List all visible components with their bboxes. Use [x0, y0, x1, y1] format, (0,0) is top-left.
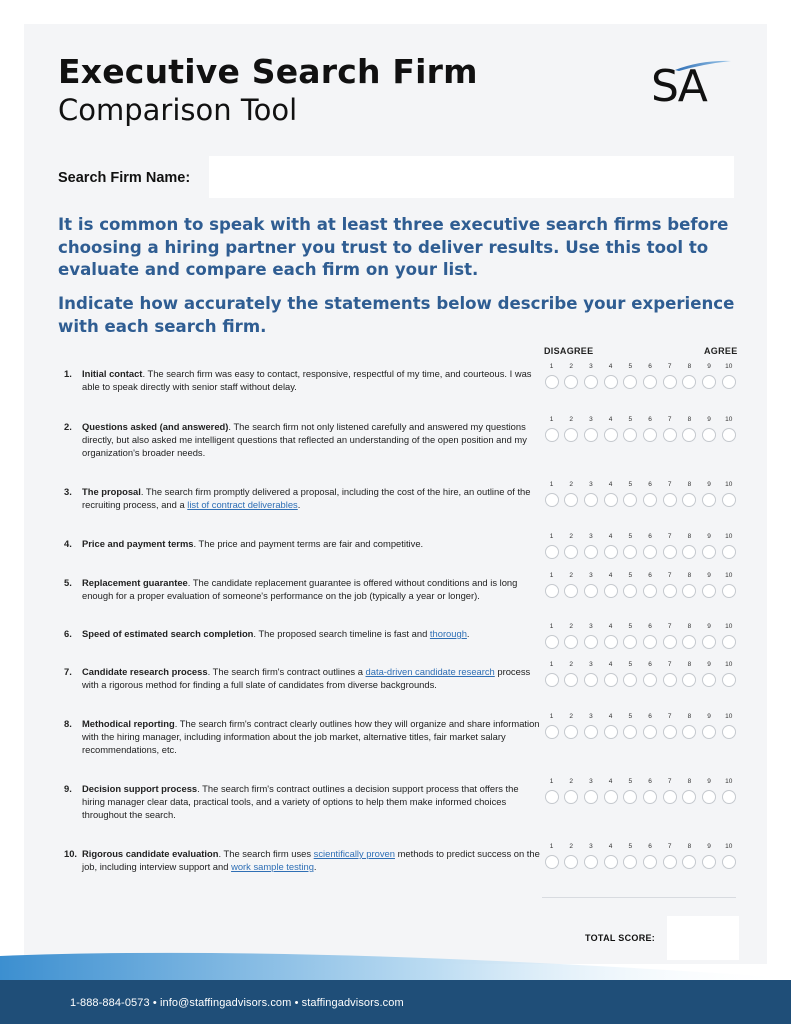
rating-option-7[interactable] [663, 375, 677, 389]
rating-option-4[interactable] [604, 725, 618, 739]
rating-option-8[interactable] [682, 584, 696, 598]
rating-scale [543, 533, 743, 567]
rating-number: 6 [648, 713, 652, 720]
question-text [82, 485, 542, 511]
rating-option-4[interactable] [604, 545, 618, 559]
rating-number: 5 [628, 572, 633, 579]
rating-option-7[interactable] [663, 493, 677, 507]
rating-number: 3 [589, 713, 593, 720]
rating-option-10[interactable] [722, 673, 736, 687]
rating-number: 1 [549, 843, 554, 850]
rating-number: 3 [589, 533, 593, 540]
rating-option-3[interactable] [584, 428, 598, 442]
rating-number: 5 [628, 416, 633, 423]
rating-option-3[interactable] [584, 673, 598, 687]
rating-option-10[interactable] [722, 584, 736, 598]
rating-number: 9 [707, 713, 711, 720]
rating-number: 6 [648, 843, 652, 850]
rating-option-1[interactable] [545, 673, 559, 687]
rating-option-2[interactable] [564, 375, 578, 389]
rating-number: 3 [589, 661, 593, 668]
rating-number: 10 [725, 363, 733, 370]
rating-option-1[interactable] [545, 428, 559, 442]
rating-option-4[interactable] [604, 635, 618, 649]
question-body: . The search firm's contract outlines a decision support process that offers the hiring manager clear data, practical tools, and a variety of options to help them make informed choices throughout the search. [82, 783, 519, 820]
rating-option-9[interactable] [702, 725, 716, 739]
rating-option-7[interactable] [663, 428, 677, 442]
rating-option-2[interactable] [564, 635, 578, 649]
rating-number: 8 [687, 481, 692, 488]
rating-number: 7 [667, 416, 672, 423]
question-link[interactable]: thorough [429, 628, 467, 639]
rating-option-3[interactable] [584, 493, 598, 507]
rating-number: 2 [569, 363, 573, 370]
rating-number: 10 [725, 843, 733, 850]
page-subtitle: Comparison Tool [58, 93, 298, 127]
question-title: Price and payment terms [82, 538, 194, 549]
question-body: . The candidate replacement guarantee is offered without conditions and is long enough for a proper evaluation of someone's performance on the job (typically a year or longer). [82, 577, 518, 601]
rating-number: 1 [549, 481, 554, 488]
rating-number: 2 [569, 661, 573, 668]
intro-paragraph: It is common to speak with at least three executive search firms before choosing a hiring partner you trust to deliver results. Use this tool to evaluate and compare each firm on your list. [58, 215, 729, 279]
rating-number: 10 [725, 416, 733, 423]
rating-number: 3 [589, 843, 593, 850]
page-title: Executive Search Firm [58, 52, 478, 91]
rating-option-6[interactable] [643, 375, 657, 389]
form-sheet [24, 24, 767, 964]
rating-number: 8 [687, 533, 692, 540]
rating-number: 7 [667, 363, 672, 370]
rating-number: 1 [549, 623, 554, 630]
question-text [82, 537, 542, 550]
rating-number: 2 [569, 713, 573, 720]
question-title: Replacement guarantee [82, 577, 188, 588]
rating-number: 9 [707, 416, 711, 423]
rating-number: 6 [648, 572, 652, 579]
rating-number: 9 [707, 843, 711, 850]
rating-option-9[interactable] [702, 855, 716, 869]
rating-number: 9 [707, 363, 711, 370]
total-divider [542, 897, 736, 898]
rating-option-6[interactable] [643, 725, 657, 739]
question-link[interactable]: list of contract deliverables [187, 499, 298, 510]
rating-option-3[interactable] [584, 855, 598, 869]
rating-number: 2 [569, 572, 573, 579]
rating-number: 8 [687, 363, 692, 370]
rating-scale [543, 416, 743, 450]
rating-number: 9 [707, 778, 711, 785]
question-link[interactable]: data-driven candidate research [365, 666, 495, 677]
rating-option-3[interactable] [584, 635, 598, 649]
rating-option-3[interactable] [584, 725, 598, 739]
question-text [82, 367, 542, 393]
staffing-advisors-logo [651, 58, 741, 114]
rating-number: 9 [707, 661, 711, 668]
question-title: Candidate research process [82, 666, 208, 677]
rating-number: 9 [707, 623, 711, 630]
firm-name-label: Search Firm Name: [58, 170, 191, 186]
rating-option-6[interactable] [643, 493, 657, 507]
question-number: 4. [64, 538, 72, 549]
rating-scale [543, 713, 743, 747]
scale-disagree-label: DISAGREE [544, 346, 594, 356]
rating-number: 3 [589, 572, 593, 579]
rating-option-5[interactable] [623, 428, 637, 442]
rating-number: 8 [687, 661, 692, 668]
question-text [82, 576, 542, 602]
rating-number: 4 [608, 623, 613, 630]
rating-option-5[interactable] [623, 855, 637, 869]
rating-option-9[interactable] [702, 790, 716, 804]
question-number: 7. [64, 666, 72, 677]
rating-option-3[interactable] [584, 375, 598, 389]
rating-option-10[interactable] [722, 790, 736, 804]
rating-number: 10 [725, 572, 733, 579]
rating-number: 3 [589, 363, 593, 370]
rating-option-6[interactable] [643, 428, 657, 442]
rating-number: 4 [608, 481, 613, 488]
rating-option-8[interactable] [682, 545, 696, 559]
rating-option-5[interactable] [623, 493, 637, 507]
rating-option-3[interactable] [584, 790, 598, 804]
rating-option-10[interactable] [722, 635, 736, 649]
rating-option-10[interactable] [722, 375, 736, 389]
rating-option-9[interactable] [702, 635, 716, 649]
rating-option-1[interactable] [545, 375, 559, 389]
rating-number: 4 [608, 363, 613, 370]
rating-number: 8 [687, 713, 692, 720]
rating-number: 5 [628, 363, 633, 370]
rating-number: 6 [648, 363, 652, 370]
rating-option-2[interactable] [564, 673, 578, 687]
rating-number: 10 [725, 661, 733, 668]
rating-option-2[interactable] [564, 584, 578, 598]
rating-option-9[interactable] [702, 584, 716, 598]
rating-scale [543, 363, 743, 397]
rating-number: 2 [569, 416, 573, 423]
rating-option-8[interactable] [682, 428, 696, 442]
rating-number: 5 [628, 623, 633, 630]
rating-number: 7 [667, 623, 672, 630]
rating-option-9[interactable] [702, 493, 716, 507]
rating-number: 10 [725, 713, 733, 720]
rating-number: 7 [667, 481, 672, 488]
rating-option-7[interactable] [663, 673, 677, 687]
rating-number: 6 [648, 778, 652, 785]
rating-number: 10 [725, 533, 733, 540]
rating-option-9[interactable] [702, 375, 716, 389]
question-body: . The search firm's contract outlines a [207, 666, 366, 677]
rating-option-6[interactable] [643, 790, 657, 804]
rating-option-1[interactable] [545, 635, 559, 649]
rating-number: 4 [608, 533, 613, 540]
rating-number: 6 [648, 623, 652, 630]
rating-number: 3 [589, 481, 593, 488]
rating-number: 5 [628, 661, 633, 668]
rating-number: 6 [648, 533, 652, 540]
rating-option-2[interactable] [564, 855, 578, 869]
rating-scale [543, 778, 743, 812]
rating-option-4[interactable] [604, 584, 618, 598]
rating-option-8[interactable] [682, 493, 696, 507]
rating-option-5[interactable] [623, 545, 637, 559]
question-number: 9. [64, 783, 72, 794]
rating-number: 1 [549, 661, 554, 668]
rating-number: 1 [549, 363, 554, 370]
question-number: 2. [64, 421, 72, 432]
question-body: . The search firm uses [218, 848, 314, 859]
rating-number: 6 [648, 481, 652, 488]
rating-number: 7 [667, 533, 672, 540]
rating-number: 4 [608, 572, 613, 579]
rating-option-4[interactable] [604, 375, 618, 389]
rating-option-6[interactable] [643, 855, 657, 869]
rating-option-6[interactable] [643, 584, 657, 598]
rating-option-1[interactable] [545, 725, 559, 739]
rating-number: 4 [608, 416, 613, 423]
rating-number: 4 [608, 713, 613, 720]
question-number: 6. [64, 628, 72, 639]
question-title: Methodical reporting [82, 718, 175, 729]
rating-number: 9 [707, 572, 711, 579]
rating-option-6[interactable] [643, 673, 657, 687]
rating-number: 7 [667, 661, 672, 668]
question-text [82, 627, 542, 640]
instruction-paragraph: Indicate how accurately the statements below describe your experience with each search firm. [58, 294, 735, 336]
question-number: 3. [64, 486, 72, 497]
rating-option-5[interactable] [623, 375, 637, 389]
rating-number: 7 [667, 843, 672, 850]
rating-number: 8 [687, 572, 692, 579]
footer-bar [0, 980, 791, 1024]
rating-option-10[interactable] [722, 545, 736, 559]
rating-number: 6 [648, 661, 652, 668]
rating-scale [543, 481, 743, 515]
rating-number: 9 [707, 481, 711, 488]
rating-option-4[interactable] [604, 855, 618, 869]
rating-number: 4 [608, 778, 613, 785]
question-number: 5. [64, 577, 72, 588]
scale-agree-label: AGREE [704, 346, 738, 356]
rating-option-7[interactable] [663, 790, 677, 804]
rating-number: 3 [589, 416, 593, 423]
question-body: . The price and payment terms are fair and competitive. [193, 538, 424, 549]
rating-option-7[interactable] [663, 855, 677, 869]
rating-option-8[interactable] [682, 855, 696, 869]
rating-option-5[interactable] [623, 790, 637, 804]
question-tail: process with a rigorous method for finding a full slate of candidates from diverse backgrounds. [82, 666, 531, 690]
question-text [82, 717, 542, 756]
rating-number: 2 [569, 623, 573, 630]
rating-number: 5 [628, 533, 633, 540]
rating-option-9[interactable] [702, 428, 716, 442]
rating-number: 1 [549, 713, 554, 720]
question-body: . The search firm not only listened carefully and answered my questions directly, but also asked me intelligent questions that reflected an understanding of the open position and my organization's broader needs. [82, 421, 527, 458]
firm-name-input[interactable] [209, 156, 734, 198]
rating-number: 5 [628, 481, 633, 488]
rating-option-4[interactable] [604, 428, 618, 442]
rating-option-1[interactable] [545, 493, 559, 507]
question-title: Questions asked (and answered) [82, 421, 229, 432]
question-tail: . [466, 628, 470, 639]
rating-number: 7 [667, 713, 672, 720]
rating-option-8[interactable] [682, 790, 696, 804]
rating-number: 1 [549, 778, 554, 785]
question-tail: . [297, 499, 301, 510]
question-text [82, 420, 542, 459]
rating-option-7[interactable] [663, 545, 677, 559]
rating-number: 2 [569, 481, 573, 488]
rating-number: 6 [648, 416, 652, 423]
rating-option-10[interactable] [722, 493, 736, 507]
rating-option-6[interactable] [643, 545, 657, 559]
rating-number: 8 [687, 843, 692, 850]
rating-option-9[interactable] [702, 673, 716, 687]
rating-number: 2 [569, 533, 573, 540]
rating-option-1[interactable] [545, 584, 559, 598]
rating-number: 9 [707, 533, 711, 540]
rating-option-5[interactable] [623, 584, 637, 598]
rating-number: 8 [687, 416, 692, 423]
rating-option-1[interactable] [545, 855, 559, 869]
question-title: Rigorous candidate evaluation [82, 848, 219, 859]
rating-number: 2 [569, 843, 573, 850]
rating-scale [543, 623, 743, 657]
question-title: The proposal [82, 486, 141, 497]
rating-option-10[interactable] [722, 855, 736, 869]
rating-option-10[interactable] [722, 428, 736, 442]
rating-number: 3 [589, 623, 593, 630]
question-body: . The proposed search timeline is fast and [253, 628, 430, 639]
question-link[interactable]: scientifically proven [313, 848, 395, 859]
rating-option-8[interactable] [682, 375, 696, 389]
rating-option-2[interactable] [564, 725, 578, 739]
rating-option-1[interactable] [545, 545, 559, 559]
rating-option-7[interactable] [663, 584, 677, 598]
question-body: . The search firm's contract clearly outlines how they will organize and share information with the hiring manager, including information about the job market, alternative titles, fair market salary recommendations, etc. [82, 718, 540, 755]
rating-option-2[interactable] [564, 790, 578, 804]
question-number: 1. [64, 368, 72, 379]
rating-option-3[interactable] [584, 545, 598, 559]
rating-number: 5 [628, 778, 633, 785]
rating-scale [543, 661, 743, 695]
footer-wave [0, 934, 791, 982]
rating-option-6[interactable] [643, 635, 657, 649]
rating-option-4[interactable] [604, 790, 618, 804]
rating-number: 5 [628, 843, 633, 850]
rating-number: 4 [608, 843, 613, 850]
question-title: Initial contact [82, 368, 143, 379]
footer-contact: 1-888-884-0573 • info@staffingadvisors.com • staffingadvisors.com [70, 997, 404, 1009]
question-text [82, 847, 542, 873]
rating-option-8[interactable] [682, 725, 696, 739]
question-title: Decision support process [82, 783, 198, 794]
rating-option-8[interactable] [682, 673, 696, 687]
rating-option-5[interactable] [623, 635, 637, 649]
question-body: . The search firm promptly delivered a proposal, including the cost of the hire, an outline of the recruiting process, and a [82, 486, 531, 510]
question-title: Speed of estimated search completion [82, 628, 254, 639]
rating-option-5[interactable] [623, 673, 637, 687]
rating-number: 10 [725, 481, 733, 488]
rating-option-9[interactable] [702, 545, 716, 559]
rating-option-1[interactable] [545, 790, 559, 804]
question-number: 10. [64, 848, 78, 859]
rating-number: 4 [608, 661, 613, 668]
rating-option-3[interactable] [584, 584, 598, 598]
rating-number: 7 [667, 572, 672, 579]
rating-number: 10 [725, 778, 733, 785]
total-score-label: TOTAL SCORE: [585, 933, 656, 943]
rating-number: 2 [569, 778, 573, 785]
rating-option-10[interactable] [722, 725, 736, 739]
rating-number: 10 [725, 623, 733, 630]
rating-number: 7 [667, 778, 672, 785]
rating-option-2[interactable] [564, 428, 578, 442]
question-text [82, 665, 542, 691]
rating-number: 8 [687, 623, 692, 630]
rating-number: 1 [549, 416, 554, 423]
rating-number: 3 [589, 778, 593, 785]
rating-number: 5 [628, 713, 633, 720]
question-body: . The search firm was easy to contact, responsive, respectful of my time, and courteous. I was able to speak directly with senior staff without delay. [82, 368, 532, 392]
rating-option-7[interactable] [663, 635, 677, 649]
rating-scale [543, 843, 743, 877]
rating-scale [543, 572, 743, 606]
question-text [82, 782, 542, 821]
rating-option-8[interactable] [682, 635, 696, 649]
question-link[interactable]: work sample testing [231, 861, 314, 872]
rating-number: 1 [549, 533, 554, 540]
question-number: 8. [64, 718, 72, 729]
rating-option-4[interactable] [604, 493, 618, 507]
rating-number: 8 [687, 778, 692, 785]
logo-text: SA [651, 61, 706, 112]
question-tail: . [313, 861, 317, 872]
question-tail: methods to predict success on the job, including interview support and [82, 848, 540, 872]
rating-option-2[interactable] [564, 493, 578, 507]
rating-option-5[interactable] [623, 725, 637, 739]
rating-option-4[interactable] [604, 673, 618, 687]
rating-number: 1 [549, 572, 554, 579]
rating-option-7[interactable] [663, 725, 677, 739]
rating-option-2[interactable] [564, 545, 578, 559]
